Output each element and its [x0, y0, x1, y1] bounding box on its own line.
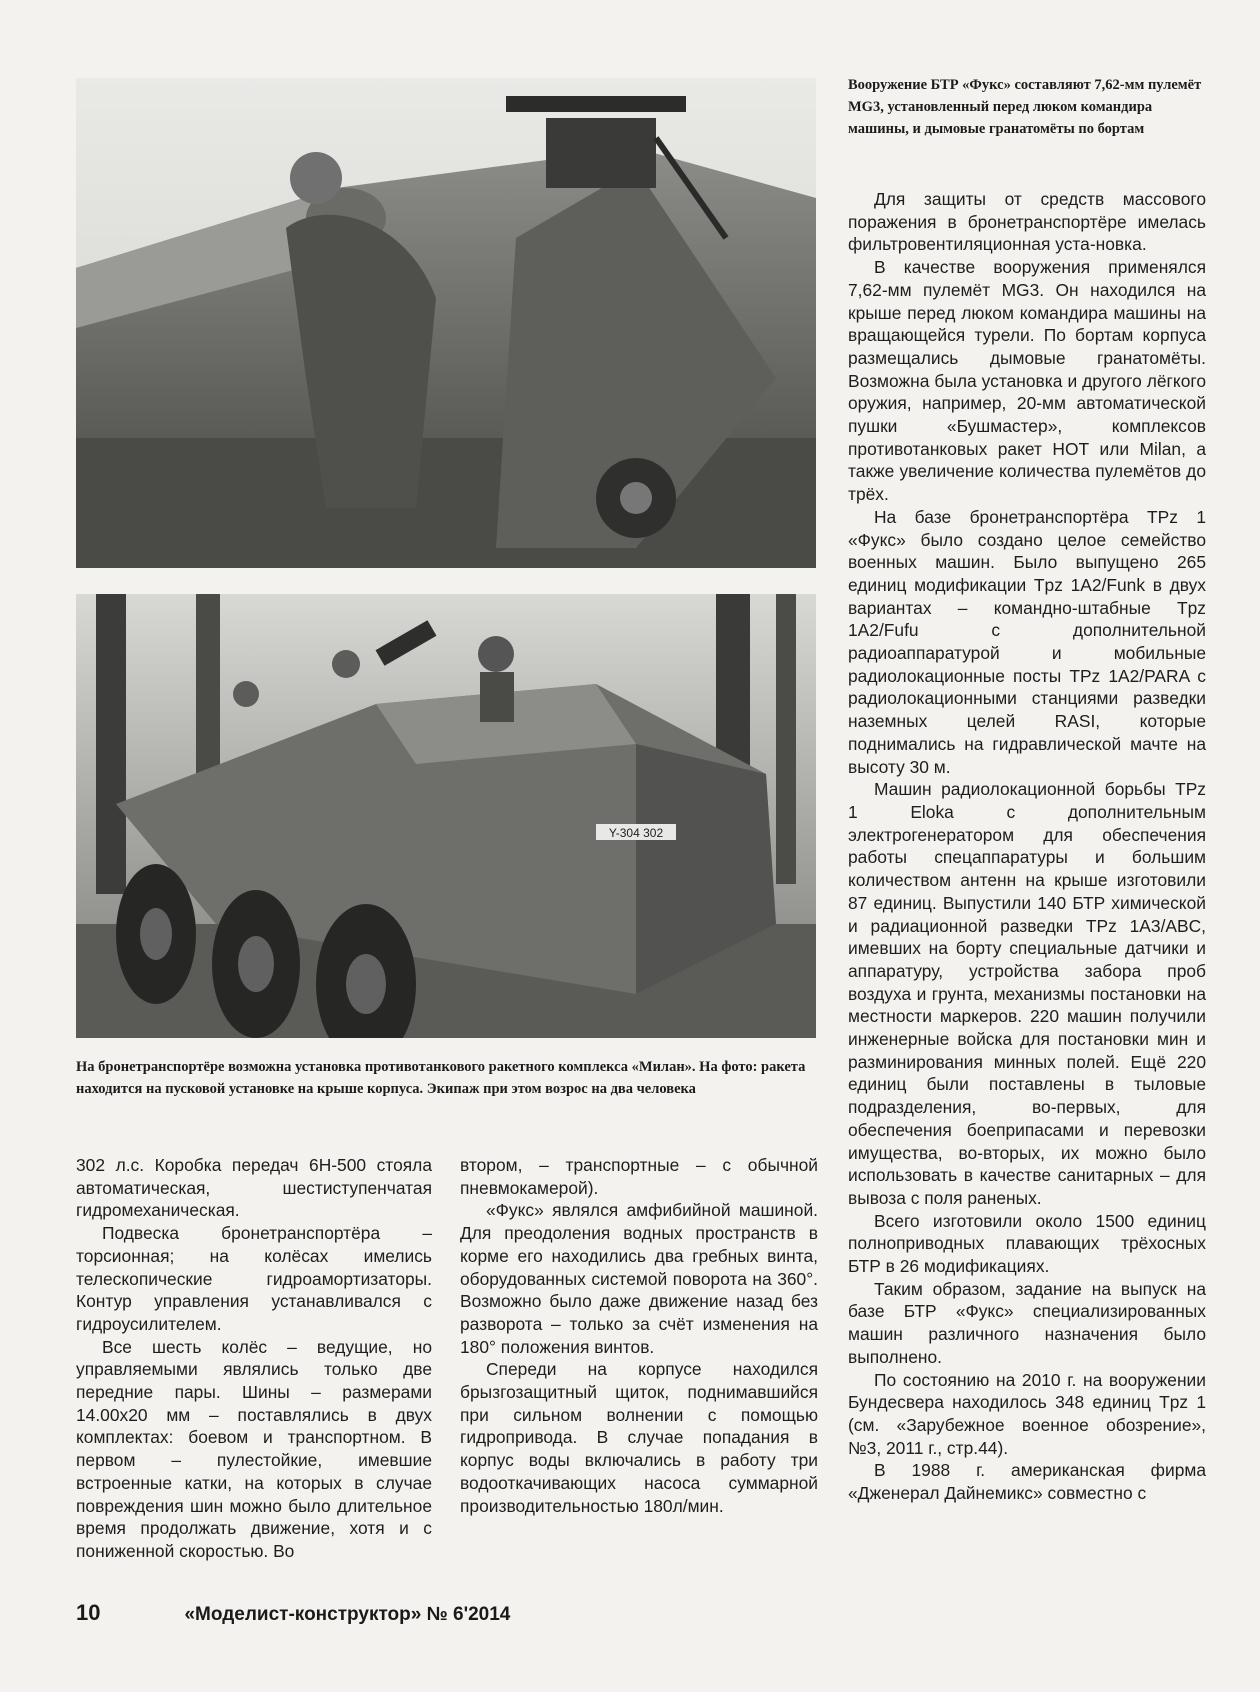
paragraph: Все шесть колёс – ведущие, но управляемыми являлись только две передние пары. Шины – размерами 14.00х20 мм – поставлялись в двух комплектах: боевом и транспортном. В первом – пулестойкие, имевшие встроенные катки, на которых в случае повреждения шин можно было длительное время продолжать движение, хотя и с пониженной скоростью. Во	[76, 1336, 432, 1561]
page-number: 10	[76, 1600, 101, 1625]
paragraph: На базе бронетранспортёра TPz 1 «Фукс» было создано целое семейство военных машин. Было выпущено 265 единиц модификации Tpz 1A2/Funk в двух вариантах – командно-штабные Tpz 1A2/Fufu с дополнительной радиоаппаратурой и мобильные радиолокационные посты TPz 1A2/PARA с радиолокационными станциями разведки наземных целей RASI, которые поднимались на гидравлической мачте на высоту 30 м.	[848, 506, 1206, 777]
paragraph: втором, – транспортные – с обычной пневмокамерой).	[460, 1155, 818, 1198]
paragraph: В качестве вооружения применялся 7,62-мм пулемёт MG3. Он находился на крыше перед люком командира машины на вращающейся турели. По бортам корпуса размещались дымовые гранатомёты. Возможна была установка и другого лёгкого оружия, например, 20-мм автоматической пушки «Бушмастер», комплексов противотанковых ракет НОТ или Milan, а также увеличение количества пулемётов до трёх.	[848, 257, 1206, 505]
paragraph: Подвеска бронетранспортёра – торсионная; на колёсах имелись телескопические гидроамортизаторы. Контур управления устанавливался с гидроусилителем.	[76, 1223, 432, 1334]
paragraph: «Фукс» являлся амфибийной машиной. Для преодоления водных пространств в корме его находились два гребных винта, оборудованных системой поворота на 360°. Возможно было даже движение назад без разворота – только за счёт изменения на 180° положения винтов.	[460, 1200, 818, 1357]
paragraph: Для защиты от средств массового поражения в бронетранспортёре имелась фильтровентиляционная уста-новка.	[848, 189, 1206, 255]
paragraph: По состоянию на 2010 г. на вооружении Бундесвера находилось 348 единиц Tpz 1 (см. «Зарубежное военное обозрение», №3, 2011 г., стр.44).	[848, 1369, 1206, 1458]
article-column-middle	[460, 1154, 818, 1517]
paragraph: Таким образом, задание на выпуск на базе БТР «Фукс» специализированных машин различного назначения было выполнено.	[848, 1278, 1206, 1367]
page-footer	[76, 1600, 676, 1626]
paragraph: Всего изготовили около 1500 единиц полноприводных плавающих трёхосных БТР в 26 модификациях.	[848, 1210, 1206, 1277]
caption-bottom: На бронетранспортёре возможна установка противотанкового ракетного комплекса «Милан». На фото: ракета находится на пусковой установке на крыше корпуса. Экипаж при этом возрос на два человека	[76, 1059, 806, 1097]
photo-milan-vehicle	[76, 594, 816, 1038]
license-plate: Y-304 302	[608, 826, 664, 840]
paragraph: В 1988 г. американская фирма «Дженерал Дайнемикс» совместно с	[848, 1460, 1206, 1504]
photo-mg3-vehicle	[76, 78, 816, 568]
magazine-title: «Моделист-конструктор» № 6'2014	[184, 1604, 511, 1625]
paragraph: 302 л.с. Коробка передач 6Н-500 стояла автоматическая, шестиступенчатая гидромеханическая.	[76, 1155, 432, 1221]
article-column-left	[76, 1154, 432, 1563]
paragraph: Машин радиолокационной борьбы TPz 1 Eloka с дополнительным электрогенератором для обеспечения работы спецаппаратуры и большим количеством антенн на крыше изготовили 87 единиц. Выпустили 140 БТР химической и радиационной разведки TPz 1A3/ABC, имевших на борту специальные датчики и аппаратуру, устройства забора проб воздуха и грунта, механизмы постановки на местности маркеров. 220 машин получили инженерные войска для постановки мин и разминирования минных полей. Ещё 220 единиц были поставлены в тыловые подразделения, во-первых, для обеспечения боеприпасами и перевозки имущества, во-вторых, их можно было использовать в качестве санитарных – для вывоза с поля раненых.	[848, 779, 1206, 1208]
paragraph: Спереди на корпусе находился брызгозащитный щиток, поднимавшийся при сильном волнении с помощью гидропривода. В случае попадания в корпус воды включались в работу три водооткачивающих насоса суммарной производительностью 180л/мин.	[460, 1359, 818, 1516]
caption-top: Вооружение БТР «Фукс» составляют 7,62-мм пулемёт MG3, установленный перед люком командира машины, и дымовые гранатомёты по бортам	[848, 77, 1202, 137]
article-column-right	[848, 188, 1206, 1505]
